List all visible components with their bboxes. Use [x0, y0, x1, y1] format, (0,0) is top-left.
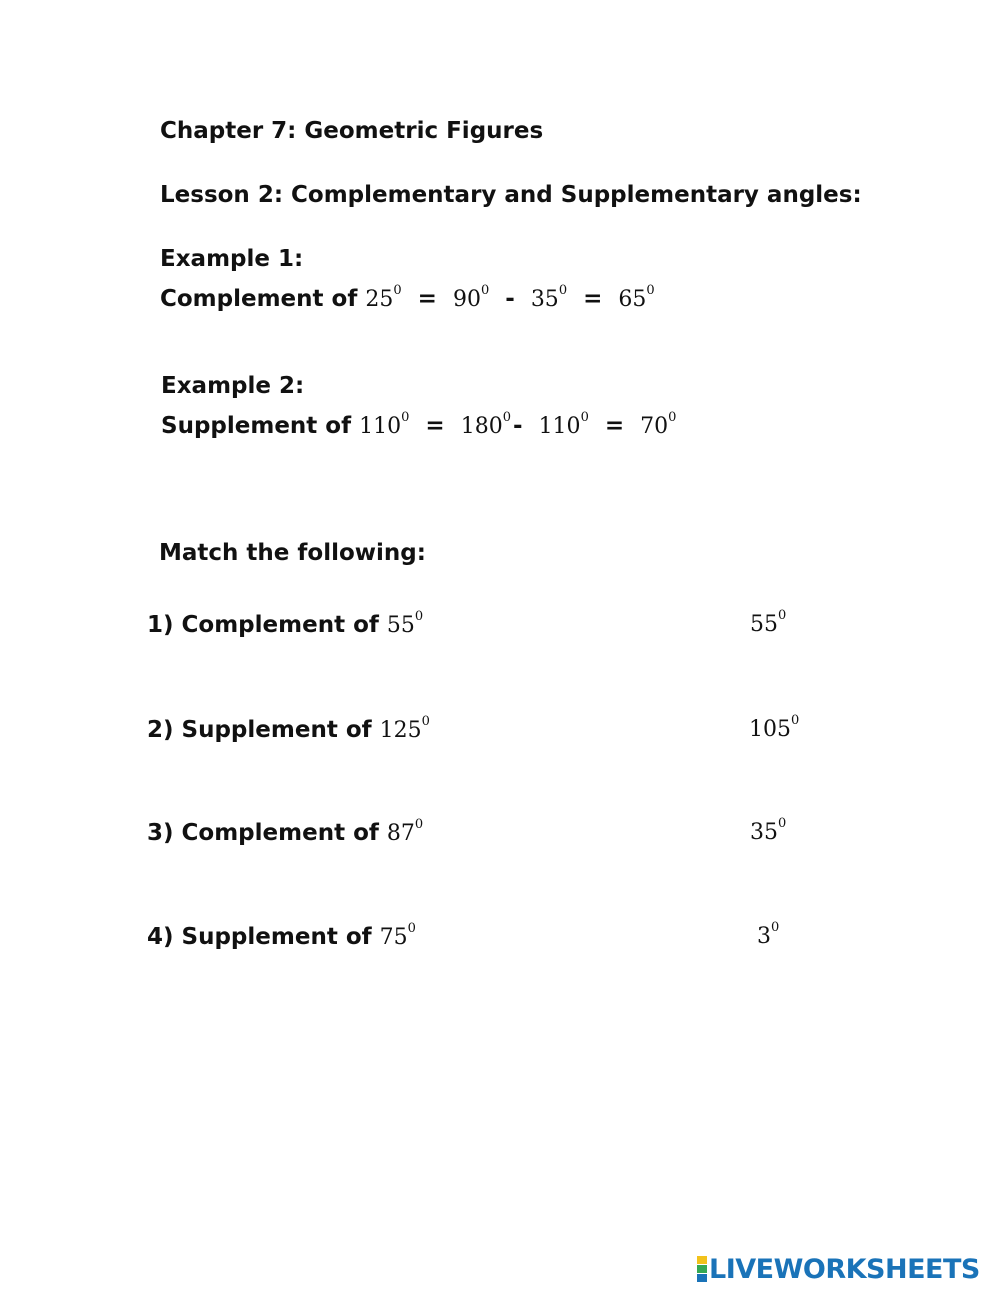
question-value: $125^0$ [379, 713, 430, 743]
logo-text: LIVEWORKSHEETS [709, 1253, 980, 1285]
match-answer-3[interactable]: $35^0$ [750, 815, 787, 845]
question-value: $55^0$ [386, 608, 424, 638]
match-question-1 [147, 608, 424, 638]
example2-angle: $110^0$ [359, 409, 410, 439]
question-label: Complement of [181, 820, 379, 846]
question-number: 1) [147, 612, 174, 638]
example1-heading: Example 1: [160, 246, 304, 272]
lesson-title: Lesson 2: Complementary and Supplementary angles: [160, 182, 862, 208]
match-question-2 [147, 713, 430, 743]
equals-sign: = [604, 413, 625, 439]
logo-badge-icon [697, 1256, 707, 1282]
question-label: Supplement of [181, 717, 372, 743]
match-answer-4[interactable]: $3^0$ [757, 919, 780, 949]
match-question-4 [147, 920, 416, 950]
minus-sign: - [513, 413, 523, 439]
question-label: Supplement of [181, 924, 372, 950]
question-label: Complement of [181, 612, 379, 638]
liveworksheets-logo [697, 1254, 980, 1284]
match-question-3 [147, 816, 424, 846]
match-answer-1[interactable]: $55^0$ [750, 607, 787, 637]
example1-label: Complement of [160, 286, 358, 312]
example1-equation [160, 282, 655, 312]
equals-sign: = [583, 286, 603, 312]
example2-equation [161, 409, 677, 439]
example2-result: $70^0$ [640, 409, 677, 439]
logo-badge-block [697, 1256, 707, 1264]
equals-sign: = [425, 413, 445, 439]
logo-badge-block [697, 1265, 707, 1273]
equals-sign: = [417, 286, 437, 312]
example2-heading: Example 2: [161, 373, 305, 399]
match-heading: Match the following: [159, 540, 426, 566]
minus-sign: - [505, 286, 515, 312]
example1-total: $90^0$ [452, 282, 490, 312]
logo-badge-block [697, 1274, 707, 1282]
example2-label: Supplement of [161, 413, 352, 439]
chapter-title: Chapter 7: Geometric Figures [160, 118, 544, 144]
example1-result: $65^0$ [618, 282, 655, 312]
match-answer-2[interactable]: $105^0$ [749, 712, 800, 742]
example2-total: $180^0$ [460, 409, 511, 439]
question-number: 4) [147, 924, 174, 950]
example2-subtrahend: $110^0$ [538, 409, 589, 439]
question-number: 2) [147, 717, 174, 743]
question-value: $87^0$ [386, 816, 424, 846]
question-value: $75^0$ [379, 920, 416, 950]
example1-angle: $25^0$ [365, 282, 402, 312]
question-number: 3) [147, 820, 174, 846]
example1-subtrahend: $35^0$ [530, 282, 568, 312]
